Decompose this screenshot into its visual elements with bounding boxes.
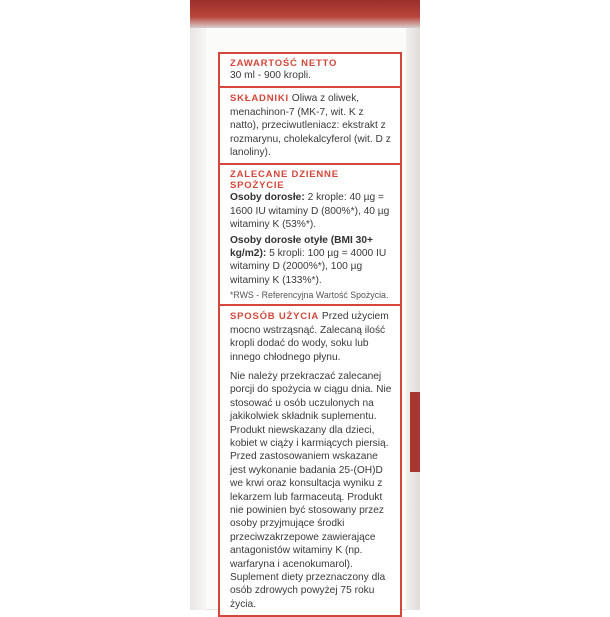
- daily-dose-heading: ZALECANE DZIENNE SPOŻYCIE: [230, 169, 339, 192]
- net-content-heading: ZAWARTOŚĆ NETTO: [230, 58, 338, 69]
- obese-adults-label: Osoby dorosłe otyłe (BMI 30+ kg/m2):: [230, 234, 373, 260]
- adults-dose-text: 2 krople: 40 µg = 1600 IU witaminy D (800%*), 40 µg witaminy K (53%*).: [230, 192, 390, 231]
- net-content-value: 30 ml - 900 kropli.: [230, 70, 311, 81]
- box-top-flap: [190, 0, 420, 28]
- ingredients-heading: SKŁADNIKI: [230, 93, 289, 105]
- ingredients-section: [220, 88, 400, 165]
- box-left-edge: [190, 0, 206, 610]
- usage-section: [220, 306, 400, 615]
- net-content-section: [220, 54, 400, 88]
- label-panel: [218, 52, 402, 617]
- warning-text: Nie należy przekraczać zalecanej porcji do spożycia w ciągu dnia. Nie stosować u osób uczulonych na jakikolwiek składnik suplementu. Produkt niewskazany dla dzieci, kobiet w ciąży i karmiących piersią. Przed zastosowaniem wskazane jest wykonanie badania 25-(OH)D we krwi oraz konsultacja wyniku z lekarzem lub farmaceutą. Produkt nie powinien być stosowany przez osoby przyjmujące środki przeciwzakrzepowe zawierające antagonistów witaminy K (np. warfaryna i acenokumarol). Suplement diety przeznaczony dla osób zdrowych powyżej 75 roku życia.: [230, 370, 392, 610]
- obese-adults-dose-text: 5 kropli: 100 µg = 4000 IU witaminy D (2000%*), 100 µg witaminy K (133%*).: [230, 248, 387, 286]
- box-right-edge: [406, 20, 420, 610]
- box-red-tab: [410, 392, 420, 472]
- usage-heading: SPOSÓB UŻYCIA: [230, 311, 320, 323]
- usage-text: Przed użyciem mocno wstrząsnąć. Zalecaną ilość kropli dodać do wody, soku lub innego chłodnego płynu.: [230, 311, 389, 363]
- rws-note: *RWS - Referencyjna Wartość Spożycia.: [230, 290, 389, 301]
- ingredients-text: Oliwa z oliwek, menachinon-7 (MK-7, wit. K z natto), przeciwutleniacz: ekstrakt z rozmarynu, cholekalcyferol (wit. D z lanoliny).: [230, 93, 391, 159]
- adults-label: Osoby dorosłe:: [230, 192, 305, 204]
- daily-dose-section: [220, 165, 400, 306]
